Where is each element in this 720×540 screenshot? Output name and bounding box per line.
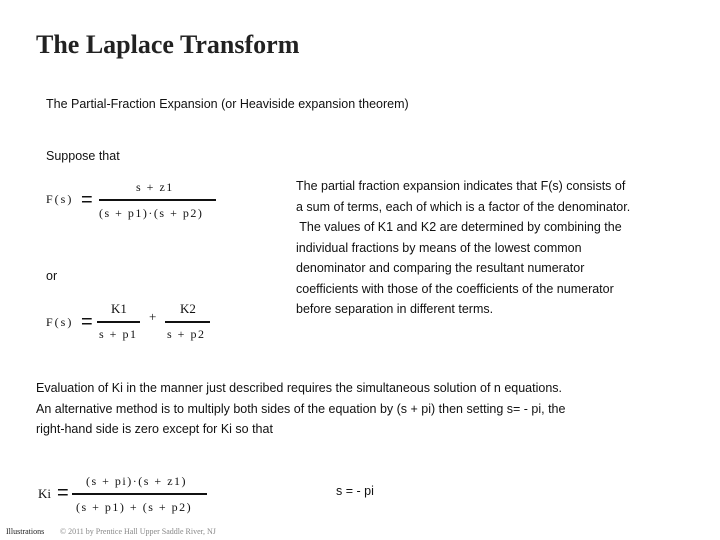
eq3-equals: = — [57, 482, 69, 504]
eq3-fraction-bar — [72, 493, 207, 495]
eq2-term2-numerator: K2 — [180, 301, 196, 316]
explanation-paragraph — [296, 176, 676, 320]
evaluation-paragraph — [36, 378, 696, 440]
eq1-fraction-bar — [99, 199, 216, 201]
explanation-line: a sum of terms, each of which is a factor of the denominator. — [296, 199, 631, 214]
explanation-line: coefficients with those of the coefficients of the numerator — [296, 281, 614, 296]
eq2-term1-numerator: K1 — [111, 301, 127, 316]
footer-copyright: © 2011 by Prentice Hall Upper Saddle River, NJ — [60, 527, 216, 536]
eq2-term1-fraction-bar — [97, 321, 140, 323]
footer-illustrations: Illustrations — [6, 527, 45, 536]
eq1-numerator: s + z1 — [136, 180, 174, 194]
eq3-condition: s = - pi — [336, 484, 374, 498]
eq2-term2-fraction-bar — [165, 321, 210, 323]
eq1-denominator: (s + p1)·(s + p2) — [99, 206, 204, 220]
evaluation-line: right-hand side is zero except for Ki so that — [36, 422, 273, 436]
eq2-plus: + — [149, 309, 157, 324]
eq2-term2-denominator: s + p2 — [167, 327, 206, 341]
explanation-line: individual fractions by means of the lowest common — [296, 240, 582, 255]
evaluation-line: An alternative method is to multiply both sides of the equation by (s + pi) then setting s= - pi, the — [36, 401, 566, 416]
eq2-term1-denominator: s + p1 — [99, 327, 138, 341]
subtitle: The Partial-Fraction Expansion (or Heaviside expansion theorem) — [46, 97, 409, 111]
explanation-line: denominator and comparing the resultant numerator — [296, 261, 585, 275]
eq2-lhs: F(s) — [46, 315, 74, 329]
eq3-denominator: (s + p1) + (s + p2) — [76, 500, 193, 514]
explanation-line: before separation in different terms. — [296, 302, 494, 316]
or-label: or — [46, 269, 58, 283]
eq2-equals: = — [81, 311, 93, 333]
explanation-line: The partial fraction expansion indicates that F(s) consists of — [296, 179, 626, 193]
slide-title: The Laplace Transform — [36, 30, 300, 59]
eq1-lhs: F(s) — [46, 192, 74, 206]
evaluation-line: Evaluation of Ki in the manner just described requires the simultaneous solution of n equations. — [36, 381, 563, 395]
eq3-lhs: Ki — [38, 486, 51, 501]
eq3-numerator: (s + pi)·(s + z1) — [86, 474, 188, 488]
eq1-equals: = — [81, 189, 93, 211]
suppose-label: Suppose that — [46, 149, 120, 163]
explanation-line: The values of K1 and K2 are determined by combining the — [296, 220, 622, 234]
